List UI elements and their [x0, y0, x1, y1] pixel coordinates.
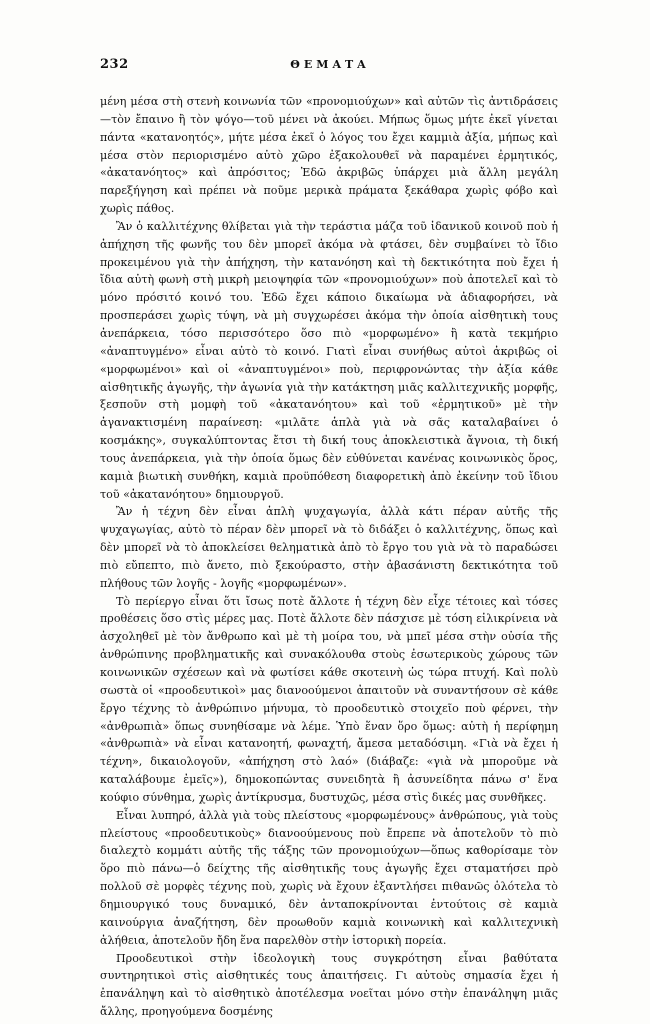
paragraph: Ἂν ἡ τέχνη δὲν εἶναι ἁπλὴ ψυχαγωγία, ἀλλὰ κάτι πέραν αὐτῆς τῆς ψυχαγωγίας, αὐτὸ τὸ πέραν δὲν μπορεῖ νὰ τὸ διδάξει ὁ καλλιτέχνης, ὅπως καὶ δὲν μπορεῖ νὰ τὸ ἀποκλείσει θεληματικὰ ἀπὸ τὸ ἔργο του γιὰ νὰ τὸ παραδώσει πιὸ εὔπεπτο, πιὸ ἄνετο, πιὸ ξεκούραστο, στὴν ἀβασάνιστη δεκτικότητα τοῦ πλήθους τῶν λογῆς - λογῆς «μορφωμένων». [100, 505, 558, 590]
paragraph: Εἶναι λυπηρό, ἀλλὰ γιὰ τοὺς πλείστους «μορφωμένους» ἀνθρώπους, γιὰ τοὺς πλείστους «προοδευτικοὺς» διανοούμενους ποὺ ἔπρεπε νὰ ἀποτελοῦν τὸ πιὸ διαλεχτὸ κομμάτι αὐτῆς τῆς τάξης τῶν προνομιούχων—ὅπως καθορίσαμε τὸν ὅρο πιὸ πάνω—ὁ δείχτης τῆς αἰσθητικῆς τους ἀγωγῆς ἔχει σταματήσει πρὸ πολλοῦ σὲ μορφὲς τέχνης ποὺ, χωρὶς νὰ ἔχουν ἐξαντλήσει πιθανῶς ὁλότελα τὸ δημιουργικό τους δυναμικό, δὲν ἀνταποκρίνονται ἐντούτοις σὲ καμιὰ καινούργια ἀναζήτηση, δὲν προωθοῦν καμιὰ κοινωνικὴ καὶ καλλιτεχνικὴ ἀλήθεια, ἀποτελοῦν ἤδη ἕνα παρελθὸν στὴν ἱστορικὴ πορεία. [100, 808, 558, 947]
page-body [100, 93, 558, 1021]
page-header [100, 57, 560, 77]
paragraph: μένη μέσα στὴ στενὴ κοινωνία τῶν «προνομιούχων» καὶ αὐτῶν τὶς ἀντιδράσεις—τὸν ἔπαινο ἢ τὸν ψόγο—τοῦ μένει νὰ ἀκούει. Μήπως ὅμως μήτε ἐκεῖ γίνεται πάντα «κατανοητός», μήτε μέσα ἐκεῖ ὁ λόγος του ἔχει καμμιὰ ἀξία, μήπως καὶ μέσα στὸν περιορισμένο αὐτὸ χῶρο ἐξακολουθεῖ νὰ παραμένει ἐρμητικός, «ἀκατανόητος» καὶ ἀπρόσιτος; Ἐδῶ ἀκριβῶς ὑπάρχει μιὰ ἄλλη μεγάλη παρεξήγηση καὶ πρέπει νὰ ποῦμε μερικὰ πράματα ξεκάθαρα χωρὶς φόβο καὶ χωρὶς πάθος. [100, 95, 558, 216]
running-title: ΘΕΜΑΤΑ [290, 58, 370, 71]
page-number: 232 [100, 57, 129, 72]
paragraph: Τὸ περίεργο εἶναι ὅτι ἴσως ποτὲ ἄλλοτε ἡ τέχνη δὲν εἶχε τέτοιες καὶ τόσες προθέσεις ὅσο στὶς μέρες μας. Ποτὲ ἄλλοτε δὲν πάσχισε μὲ τόση εἰλικρίνεια νὰ ἀσχοληθεῖ μὲ τὸν ἄνθρωπο καὶ μὲ τὴ μοίρα του, νὰ μπεῖ μέσα στὴν οὐσία τῆς ἀνθρώπινης προβληματικῆς καὶ συνακόλουθα στοὺς ἐσωτερικοὺς χώρους τῶν κοινωνικῶν σχέσεων καὶ νὰ φωτίσει κάθε σκοτεινὴ ὡς τώρα πτυχή. Καὶ πολὺ σωστὰ οἱ «προοδευτικοὶ» μας διανοούμενοι ἀπαιτοῦν νὰ συναντήσουν σὲ κάθε ἔργο τέχνης τὸ ἀνθρώπινο μήνυμα, τὸ προοδευτικὸ στοιχεῖο ποὺ φέρνει, τὴν «ἀνθρωπιὰ» ὅπως συνηθίσαμε νὰ λέμε. Ὑπὸ ἕναν ὅρο ὅμως: αὐτὴ ἡ περίφημη «ἀνθρωπιὰ» νὰ εἶναι κατανοητή, φωναχτή, ἄμεσα μεταδόσιμη. «Γιὰ νὰ ἔχει ἡ τέχνη», δικαιολογοῦν, «ἀπήχηση στὸ λαό» (διάβαζε: «γιὰ νὰ μποροῦμε νὰ καταλάβουμε ἐμεῖς»), δημοκοπώντας συνειδητὰ ἢ ἀσυνείδητα πάνω σ' ἕνα κούφιο σύνθημα, χωρὶς ἀντίκρυσμα, δυστυχῶς, μέσα στὶς δικές μας συνθῆκες. [100, 594, 558, 804]
paragraph: Ἂν ὁ καλλιτέχνης θλίβεται γιὰ τὴν τεράστια μάζα τοῦ ἰδανικοῦ κοινοῦ ποὺ ἡ ἀπήχηση τῆς φωνῆς του δὲν μπορεῖ ἀκόμα νὰ φτάσει, δὲν συμβαίνει τὸ ἴδιο προκειμένου γιὰ τὴν ἀπήχηση, τὴν κατανόηση καὶ τὴ δεκτικότητα ποὺ ἔχει ἡ ἴδια αὐτὴ φωνὴ στὴ μικρὴ μειοψηφία τῶν «προνομιούχων» ποὺ ἀποτελεῖ καὶ τὸ μόνο πρόσιτό κοινό του. Ἐδῶ ἔχει κάποιο δικαίωμα νὰ ἀδιαφορήσει, νὰ προσπεράσει χωρὶς τύψη, νὰ μὴ συγχωρέσει ἀκόμα τὴν ὁποία αἰσθητικὴ τους ἀνεπάρκεια, τόσο περισσότερο ὅσο πιὸ «μορφωμένο» ἢ κατὰ τεκμήριο «ἀναπτυγμένο» εἶναι αὐτὸ τὸ κοινό. Γιατὶ εἶναι συνήθως αὐτοὶ ἀκριβῶς οἱ «μορφωμένοι» καὶ οἱ «ἀναπτυγμένοι» ποὺ, περιφρονώντας τὴν ἀξία κάθε αἰσθητικῆς ἀγωγῆς, τὴν ἀγωνία γιὰ τὴν κατάκτηση μιᾶς καλλιτεχνικῆς μορφῆς, ξεσποῦν στὴ μομφὴ τοῦ «ἀκατανόητου» καὶ τοῦ «ἐρμητικοῦ» μὲ τὴν ἀγανακτισμένη παραίνεση: «μιλᾶτε ἁπλὰ γιὰ νὰ σᾶς καταλαβαίνει ὁ κοσμάκης», συγκαλύπτοντας ἔτσι τὴ δική τους ἀποκλειστικὰ ἄγνοια, τὴ δική τους ἀνεπάρκεια, γιὰ τὴν ὁποία ὅμως δὲν εὐθύνεται κανένας κοινωνικὸς ὅρος, καμιὰ βιωτικὴ συνθήκη, καμιὰ προϋπόθεση διαφορετικὴ ἀπὸ ἐκείνην τοῦ ἴδιου τοῦ «ἀκατανόητου» δημιουργοῦ. [100, 219, 558, 501]
paragraph: Προοδευτικοὶ στὴν ἰδεολογικὴ τους συγκρότηση εἶναι βαθύτατα συντηρητικοὶ στὶς αἰσθητικές τους ἀπαιτήσεις. Γι αὐτοὺς σημασία ἔχει ἡ ἐπανάληψη καὶ τὸ αἰσθητικὸ ἀποτέλεσμα νοεῖται μόνο στὴν ἐπανάληψη μιᾶς ἄλλης, προηγούμενα δοσμένης [100, 951, 558, 1019]
